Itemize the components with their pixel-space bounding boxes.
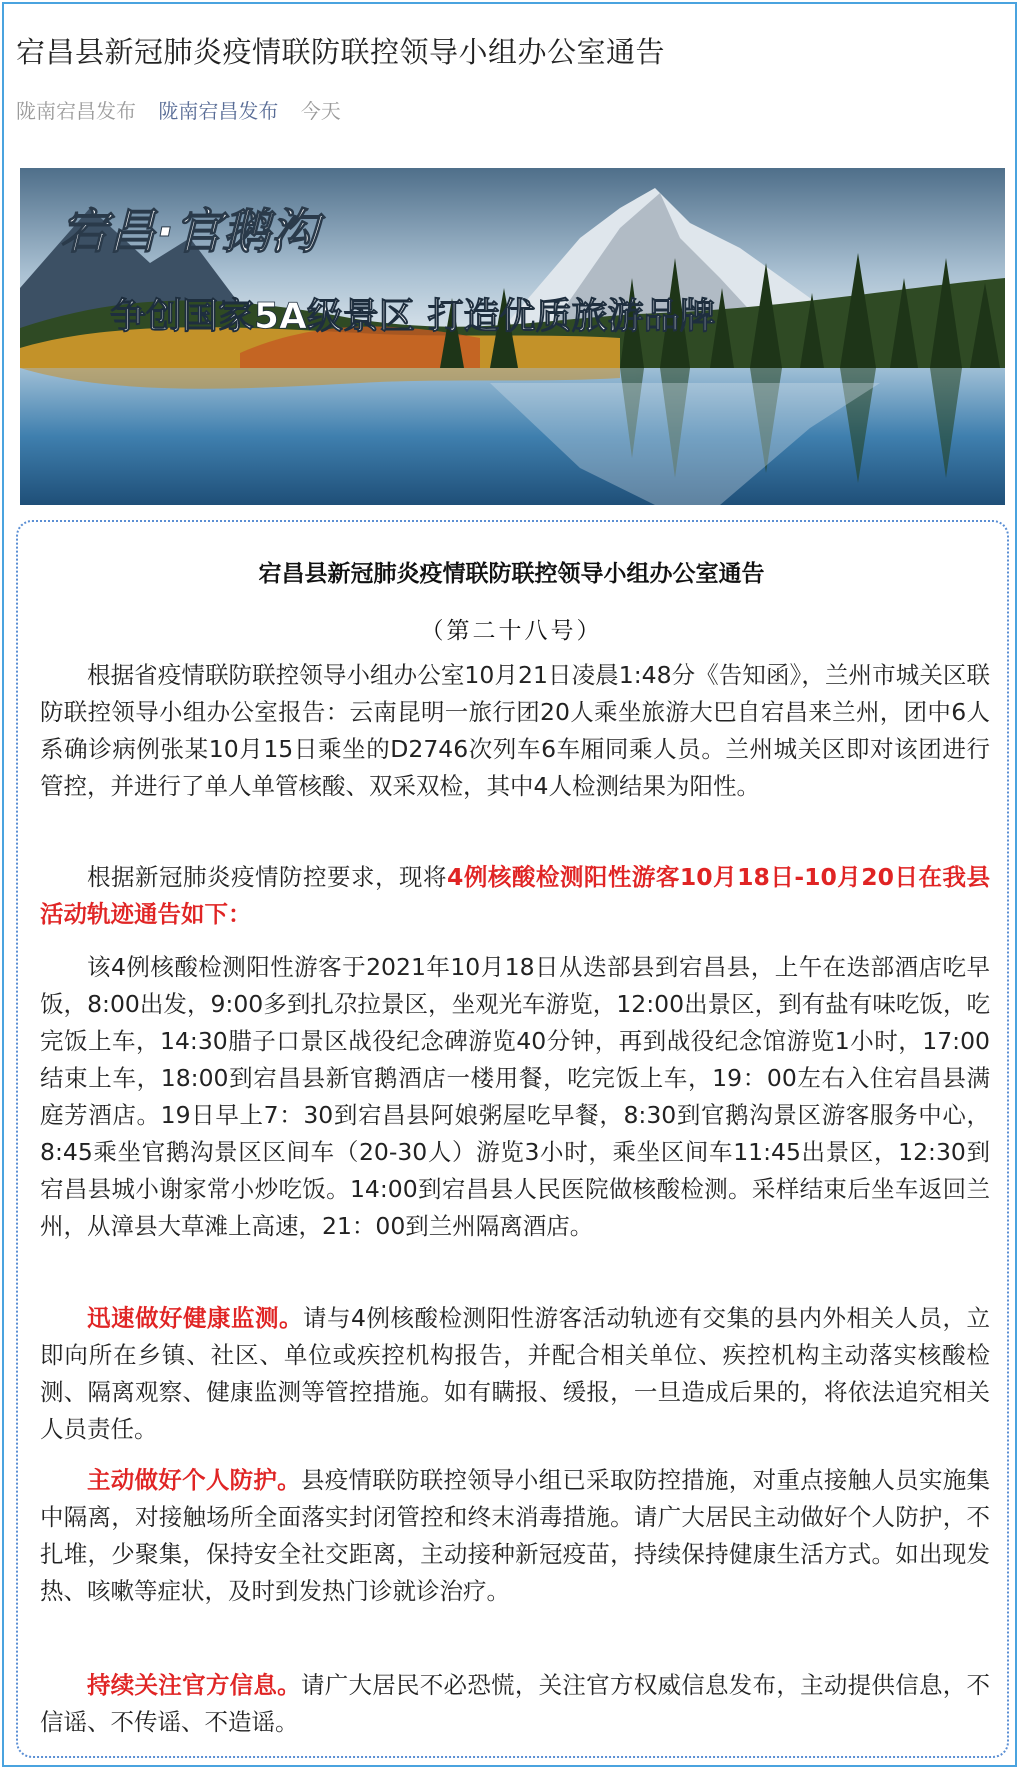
banner-image [20, 168, 1005, 505]
article-meta [16, 95, 357, 124]
source-name: 陇南宕昌发布 [16, 99, 136, 123]
paragraph-itinerary: 该4例核酸检测阳性游客于2021年10月18日从迭部县到宕昌县，上午在迭部酒店吃早饭，8:00出发，9:00多到扎尕拉景区，坐观光车游览，12:00出景区，到有盐有味吃饭，吃完饭上车，14:30腊子口景区战役纪念碑游览40分钟，再到战役纪念馆游览1小时，17:00结束上车，18:00到宕昌县新官鹅酒店一楼用餐，吃完饭上车，19：00左右入住宕昌县满庭芳酒店。19日早上7：30到宕昌县阿娘粥屋吃早餐，8:30到官鹅沟景区游客服务中心，8:45乘坐官鹅沟景区区间车（20-30人）游览3小时，乘坐区间车11:45出景区，12:30到宕昌县城小谢家常小炒吃饭。14:00到宕昌县人民医院做核酸检测。采样结束后坐车返回兰州，从漳县大草滩上高速，21：00到兰州隔离酒店。 [40, 953, 990, 1240]
health-monitoring-text: 请与4例核酸检测阳性游客活动轨迹有交集的县内外相关人员，立即向所在乡镇、社区、单位或疾控机构报告，并配合相关单位、疾控机构主动落实核酸检测、隔离观察、健康监测等管控措施。如有瞒报、缓报，一旦造成后果的，将依法追究相关人员责任。 [40, 1304, 991, 1443]
paragraph-background: 根据省疫情联防联控领导小组办公室10月21日凌晨1:48分《告知函》，兰州市城关区联防联控领导小组办公室报告：云南昆明一旅行团20人乘坐旅游大巴自宕昌来兰州，团中6人系确诊病例张某10月15日乘坐的D2746次列车6车厢同乘人员。兰州城关区即对该团进行管控，并进行了单人单管核酸、双采双检，其中4人检测结果为阳性。 [40, 661, 990, 800]
paragraph-personal-protection [40, 1462, 990, 1610]
article-title: 宕昌县新冠肺炎疫情联防联控领导小组办公室通告 [16, 35, 666, 69]
personal-protection-text: 县疫情联防联控领导小组已采取防控措施，对重点接触人员实施集中隔离，对接触场所全面落实封闭管控和终末消毒措施。请广大居民主动做好个人防护，不扎堆，少聚集，保持安全社交距离，主动接种新冠疫苗，持续保持健康生活方式。如出现发热、咳嗽等症状，及时到发热门诊就诊治疗。 [40, 1466, 991, 1605]
personal-protection-heading: 主动做好个人防护。 [87, 1466, 301, 1494]
account-link[interactable]: 陇南宕昌发布 [158, 99, 279, 123]
official-info-heading: 持续关注官方信息。 [87, 1671, 301, 1699]
banner-scene [20, 168, 1005, 505]
announcement-highlight: 4例核酸检测阳性游客10月18日-10月20日在我县活动轨迹通告如下： [40, 863, 991, 928]
banner-slogan: 争创国家5A级景区 打造优质旅游品牌 [110, 296, 716, 337]
health-monitoring-heading: 迅速做好健康监测。 [87, 1304, 304, 1332]
paragraph-official-info [40, 1667, 990, 1741]
publish-date: 今天 [300, 99, 341, 123]
paragraph-announcement [40, 859, 990, 933]
paragraph-health-monitoring [40, 1300, 990, 1448]
banner-headline: 宕昌·官鹅沟 [60, 204, 319, 260]
notice-title: 宕昌县新冠肺炎疫情联防联控领导小组办公室通告 [258, 561, 765, 587]
notice-number: （第二十八号） [420, 618, 603, 644]
official-info-text: 请广大居民不必恐慌，关注官方权威信息发布，主动提供信息，不信谣、不传谣、不造谣。 [40, 1671, 991, 1736]
announcement-lead: 根据新冠肺炎疫情防控要求，现将 [87, 863, 448, 891]
